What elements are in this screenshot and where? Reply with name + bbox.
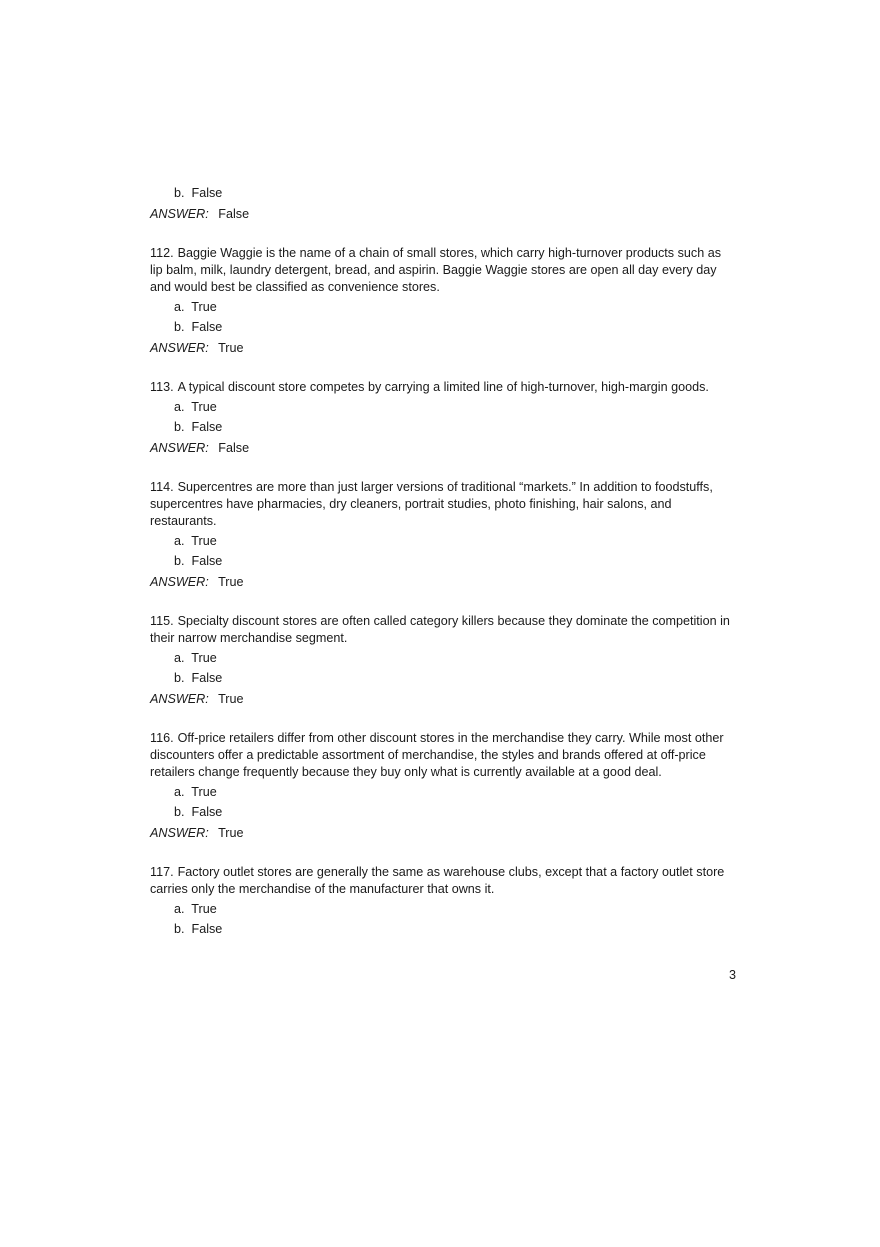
answer-line <box>150 338 736 358</box>
question-number: 113. <box>150 380 174 394</box>
option-a <box>174 297 736 317</box>
option-text: False <box>191 186 223 200</box>
option-text: False <box>191 320 223 334</box>
question-text: Specialty discount stores are often called category killers because they dominate the competition in their narrow merchandise segment. <box>150 614 730 645</box>
question-number: 114. <box>150 480 174 494</box>
option-text: False <box>191 805 223 819</box>
option-a <box>174 397 736 417</box>
option-a <box>174 899 736 919</box>
option-text: False <box>191 554 223 568</box>
option-text: False <box>191 922 223 936</box>
question-number: 115. <box>150 614 174 628</box>
option-text: True <box>191 300 217 314</box>
option-letter: b. <box>174 805 185 819</box>
question-116 <box>150 730 736 781</box>
option-letter: b. <box>174 320 185 334</box>
answer-label: ANSWER: <box>150 575 209 589</box>
option-b <box>174 551 736 571</box>
answer-line <box>150 204 736 224</box>
page-number: 3 <box>728 968 736 982</box>
option-letter: a. <box>174 400 185 414</box>
option-letter: b. <box>174 922 185 936</box>
answer-value: False <box>218 441 250 455</box>
answer-value: False <box>218 207 250 221</box>
question-number: 112. <box>150 246 174 260</box>
option-letter: a. <box>174 785 185 799</box>
answer-value: True <box>218 575 244 589</box>
answer-label: ANSWER: <box>150 826 209 840</box>
option-text: True <box>191 902 217 916</box>
answer-line <box>150 572 736 592</box>
question-number: 117. <box>150 865 174 879</box>
option-text: False <box>191 671 223 685</box>
answer-value: True <box>218 341 244 355</box>
option-b <box>174 317 736 337</box>
option-a <box>174 648 736 668</box>
answer-value: True <box>218 692 244 706</box>
answer-line <box>150 689 736 709</box>
option-b <box>174 802 736 822</box>
question-113 <box>150 379 736 396</box>
question-number: 116. <box>150 731 174 745</box>
option-letter: b. <box>174 554 185 568</box>
option-text: True <box>191 651 217 665</box>
option-b <box>174 183 736 203</box>
option-a <box>174 782 736 802</box>
question-list <box>150 183 736 939</box>
question-115 <box>150 613 736 647</box>
option-b <box>174 417 736 437</box>
option-text: True <box>191 400 217 414</box>
question-text: A typical discount store competes by carrying a limited line of high-turnover, high-margin goods. <box>177 380 709 394</box>
question-text: Supercentres are more than just larger versions of traditional “markets.” In addition to foodstuffs, supercentres have pharmacies, dry cleaners, portrait studies, photo finishing, hair salons, and restaurants. <box>150 480 713 528</box>
option-a <box>174 531 736 551</box>
option-letter: b. <box>174 420 185 434</box>
answer-label: ANSWER: <box>150 692 209 706</box>
question-117 <box>150 864 736 898</box>
option-text: True <box>191 534 217 548</box>
answer-value: True <box>218 826 244 840</box>
question-text: Off-price retailers differ from other discount stores in the merchandise they carry. While most other discounters offer a predictable assortment of merchandise, the styles and brands offered at off-price retailers change frequently because they buy only what is currently available at a good deal. <box>150 731 724 779</box>
option-letter: b. <box>174 186 185 200</box>
option-text: True <box>191 785 217 799</box>
option-letter: a. <box>174 534 185 548</box>
answer-label: ANSWER: <box>150 207 209 221</box>
option-letter: a. <box>174 300 185 314</box>
question-112 <box>150 245 736 296</box>
answer-label: ANSWER: <box>150 441 209 455</box>
answer-line <box>150 823 736 843</box>
option-b <box>174 919 736 939</box>
question-text: Baggie Waggie is the name of a chain of small stores, which carry high-turnover products such as lip balm, milk, laundry detergent, bread, and aspirin. Baggie Waggie stores are open all day every day and would best be classified as convenience stores. <box>150 246 722 294</box>
question-114 <box>150 479 736 530</box>
answer-line <box>150 438 736 458</box>
option-letter: a. <box>174 651 185 665</box>
answer-label: ANSWER: <box>150 341 209 355</box>
option-letter: b. <box>174 671 185 685</box>
option-b <box>174 668 736 688</box>
option-text: False <box>191 420 223 434</box>
question-text: Factory outlet stores are generally the same as warehouse clubs, except that a factory outlet store carries only the merchandise of the manufacturer that owns it. <box>150 865 725 896</box>
option-letter: a. <box>174 902 185 916</box>
